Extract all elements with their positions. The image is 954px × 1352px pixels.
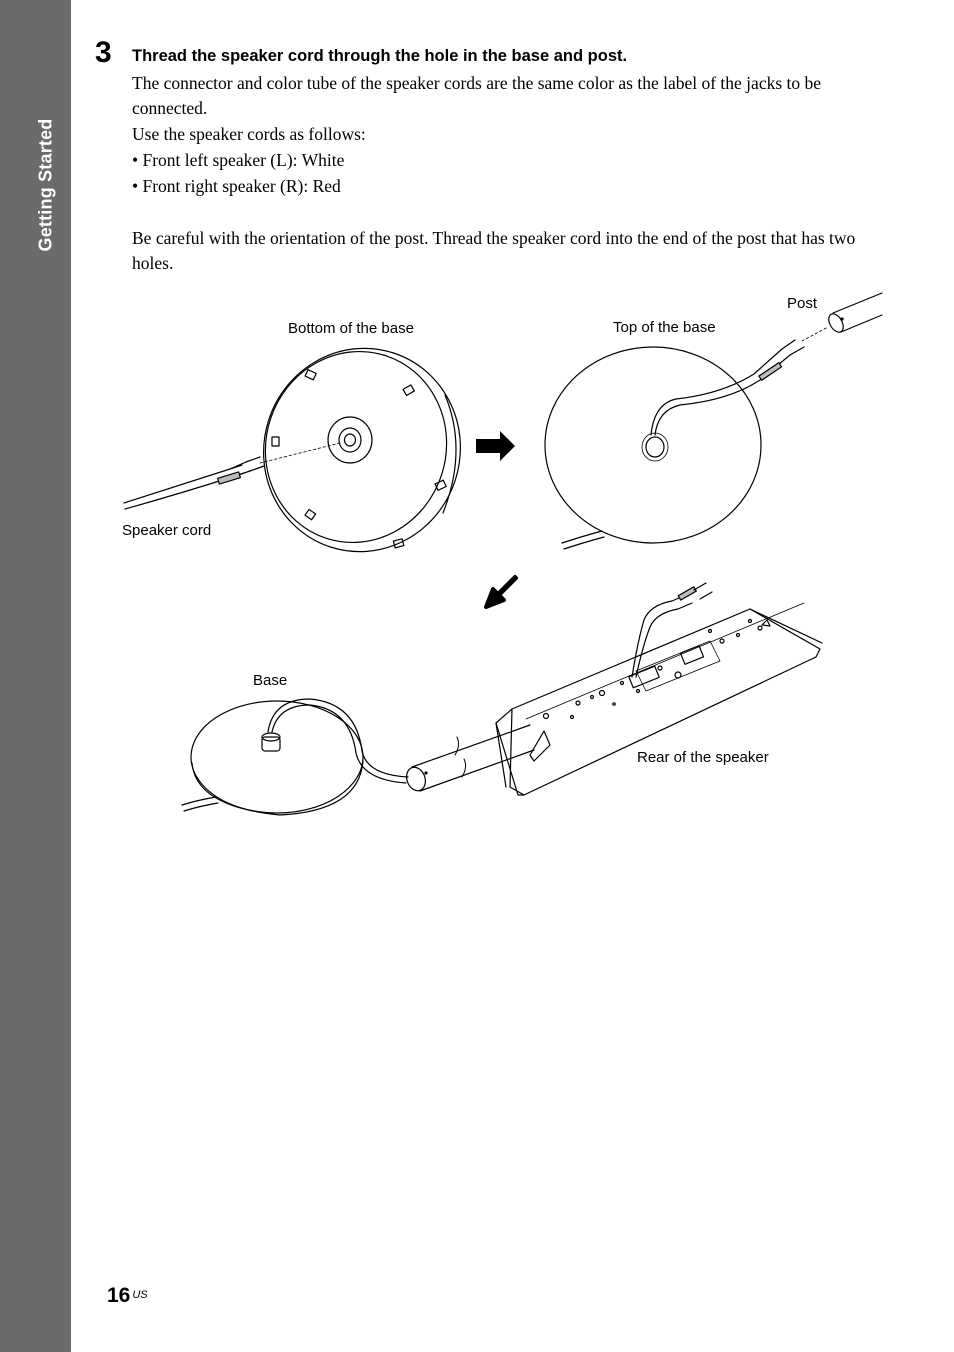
arrow-right-icon <box>476 431 515 461</box>
page-number-value: 16 <box>107 1284 131 1307</box>
assembled-base-drawing <box>182 699 534 815</box>
list-item-front-right: • Front right speaker (R): Red <box>132 176 341 196</box>
assembly-drawing <box>110 285 900 830</box>
paragraph-post-orientation: Be careful with the orientation of the post. Thread the speaker cord into the end of the post that has two holes. <box>132 228 856 273</box>
side-tab <box>0 0 71 1352</box>
arrow-down-left-icon <box>486 577 516 607</box>
assembly-illustration <box>110 285 900 830</box>
page-number <box>107 1284 148 1308</box>
label-top-of-base: Top of the base <box>613 319 716 336</box>
label-bottom-of-base: Bottom of the base <box>288 320 414 337</box>
label-base: Base <box>253 672 288 689</box>
step-number: 3 <box>95 36 112 69</box>
label-rear-of-speaker: Rear of the speaker <box>637 749 769 766</box>
page-number-suffix: US <box>132 1289 148 1301</box>
paragraph-connector-color: The connector and color tube of the speaker cords are the same color as the label of the jacks to be connected. <box>132 73 822 118</box>
list-item-front-left: • Front left speaker (L): White <box>132 150 345 170</box>
label-speaker-cord: Speaker cord <box>122 522 212 539</box>
side-tab-label: Getting Started <box>35 118 56 252</box>
label-post: Post <box>787 295 818 312</box>
paragraph-use-cords: Use the speaker cords as follows: <box>132 124 366 144</box>
step-title: Thread the speaker cord through the hole in the base and post. <box>132 47 628 65</box>
